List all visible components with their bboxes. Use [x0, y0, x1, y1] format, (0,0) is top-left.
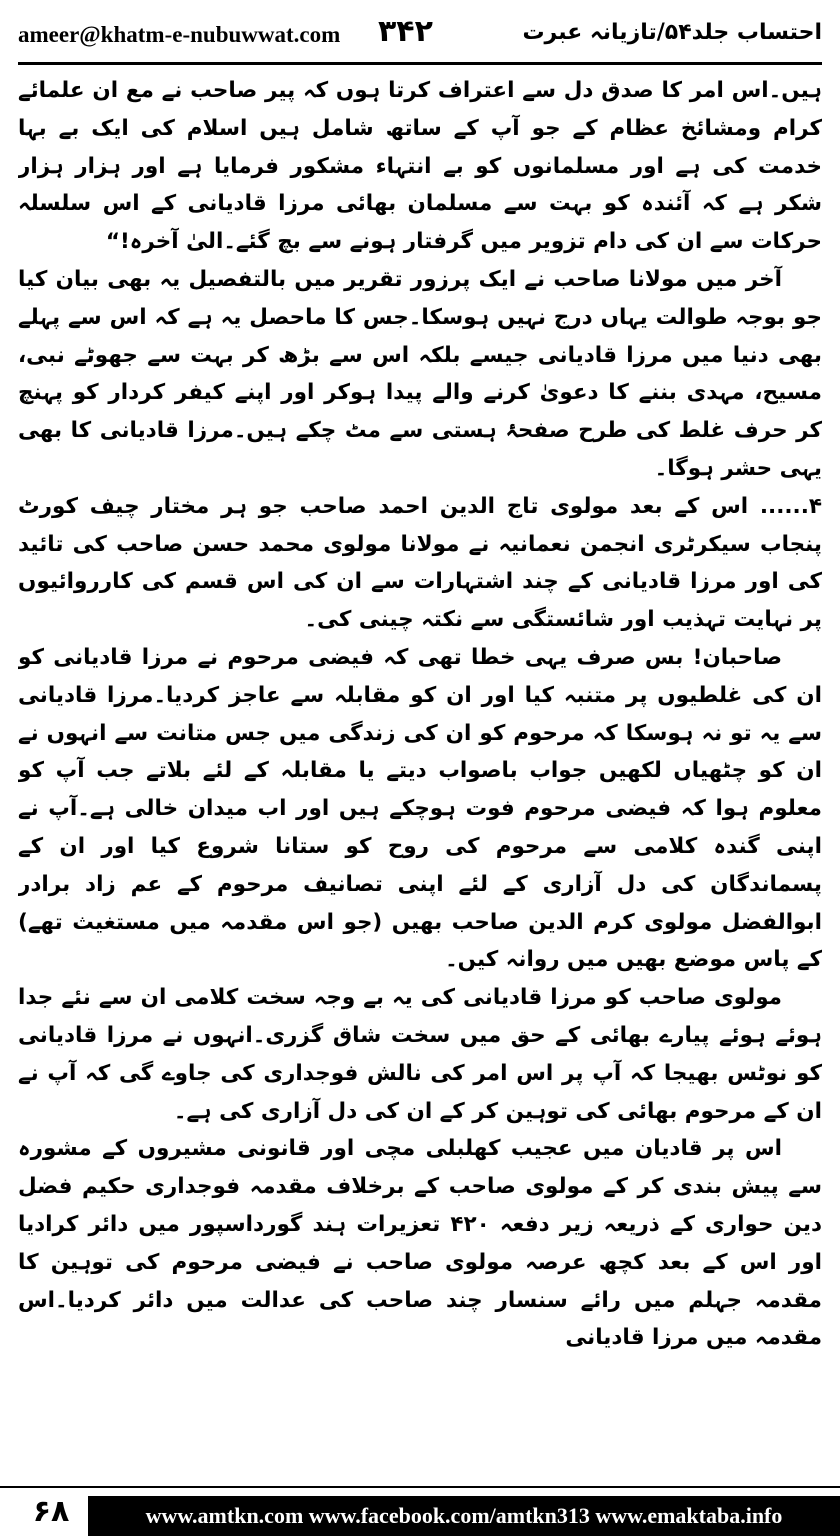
paragraph: ہیں۔اس امر کا صدق دل سے اعتراف کرتا ہوں کہ پیر صاحب نے مع ان علمائے کرام ومشائخ عظام کے جو آپ کے ساتھ شامل ہیں اسلام کی ایک بے بہا خدمت کی ہے اور مسلمانوں کو بے انتہاء مشکور فرمایا ہے اور ہزار ہزار شکر ہے کہ آئندہ کو بہت سے مسلمان بھائی مرزا قادیانی کے اس سلسلہ حرکات سے ان کی دام تزویر میں گرفتار ہونے سے بچ گئے۔الیٰ آخرہ!“	[18, 78, 822, 255]
header-divider	[18, 62, 822, 65]
paragraph: آخر میں مولانا صاحب نے ایک پرزور تقریر میں بالتفصیل یہ بھی بیان کیا جو بوجہ طوالت یہاں درج نہیں ہوسکا۔جس کا ماحصل یہ ہے کہ اس سے پہلے بھی دنیا میں مرزا قادیانی جیسے بلکہ اس سے بڑھ کر بہت سے جھوٹے نبی، مسیح، مہدی بننے کا دعویٰ کرنے والے پیدا ہوکر اور اپنے کیفر کردار کو پہنچ کر حرف غلط کی طرح صفحۂ ہستی سے مٹ چکے ہیں۔مرزا قادیانی کا بھی یہی حشر ہوگا۔	[18, 266, 822, 481]
paragraph: ۴...... اس کے بعد مولوی تاج الدین احمد صاحب جو ہر مختار چیف کورٹ پنجاب سیکرٹری انجمن نعمانیہ نے مولانا مولوی محمد حسن صاحب کی تائید کی اور مرزا قادیانی کے چند اشتہارات سے ان کی اس قسم کی کارروائیوں پر نہایت تہذیب اور شائستگی سے نکتہ چینی کی۔	[18, 493, 822, 633]
header-email: ameer@khatm-e-nubuwwat.com	[18, 22, 341, 47]
header-book-title: احتساب جلد۵۴/تازیانہ عبرت	[522, 20, 822, 45]
paragraph: مولوی صاحب کو مرزا قادیانی کی یہ بے وجہ سخت کلامی ان سے نئے جدا ہوئے ہوئے پیارے بھائی کے حق میں سخت شاق گزری۔انہوں نے مرزا قادیانی کو نوٹس بھیجا کہ آپ پر اس امر کی نالش فوجداری کی جاوے گی کہ آپ نے ان کے مرحوم بھائی کی توہین کر کے ان کی دل آزاری کی ہے۔	[18, 985, 822, 1124]
body-text	[18, 72, 822, 1472]
paragraph: صاحبان! بس صرف یہی خطا تھی کہ فیضی مرحوم نے مرزا قادیانی کو ان کی غلطیوں پر متنبہ کیا اور ان کو مقابلہ سے عاجز کردیا۔مرزا قادیانی سے یہ تو نہ ہوسکا کہ مرحوم کو ان کی زندگی میں جس متانت سے انہوں نے ان کو چٹھیاں لکھیں جواب باصواب دیتے یا مقابلہ کے لئے بلاتے جب آپ کو معلوم ہوا کہ فیضی مرحوم فوت ہوچکے ہیں اور اب میدان خالی ہے۔آپ نے اپنی گندہ کلامی سے مرحوم کی روح کو ستانا شروع کیا اور ان کے پسماندگان کی دل آزاری کے لئے اپنی تصانیف مرحوم کے عم زاد برادر ابوالفضل مولوی کرم الدین صاحب بھیں (جو اس مقدمہ میں مستغیث تھے) کے پاس موضع بھیں میں روانہ کیں۔	[18, 644, 822, 973]
footer-page-number: ۶۸	[32, 1494, 70, 1529]
page-header	[18, 14, 822, 64]
footer-divider	[0, 1486, 840, 1488]
header-page-number: ۳۴۲	[378, 14, 433, 49]
paragraph: اس پر قادیان میں عجیب کھلبلی مچی اور قانونی مشیروں کے مشورہ سے پیش بندی کر کے مولوی صاحب کے برخلاف مقدمہ فوجداری حکیم فضل دین حواری کے ذریعہ زیر دفعہ ۴۲۰ تعزیرات ہند گورداسپور میں دائر کرادیا اور اس کے بعد کچھ عرصہ مولوی صاحب نے فیضی مرحوم کی توہین کا مقدمہ جہلم میں رائے سنسار چند صاحب کی عدالت میں دائر کردیا۔اس مقدمہ میں مرزا قادیانی	[18, 1136, 822, 1351]
footer-links: www.amtkn.com www.facebook.com/amtkn313 www.emaktaba.info	[88, 1496, 840, 1536]
